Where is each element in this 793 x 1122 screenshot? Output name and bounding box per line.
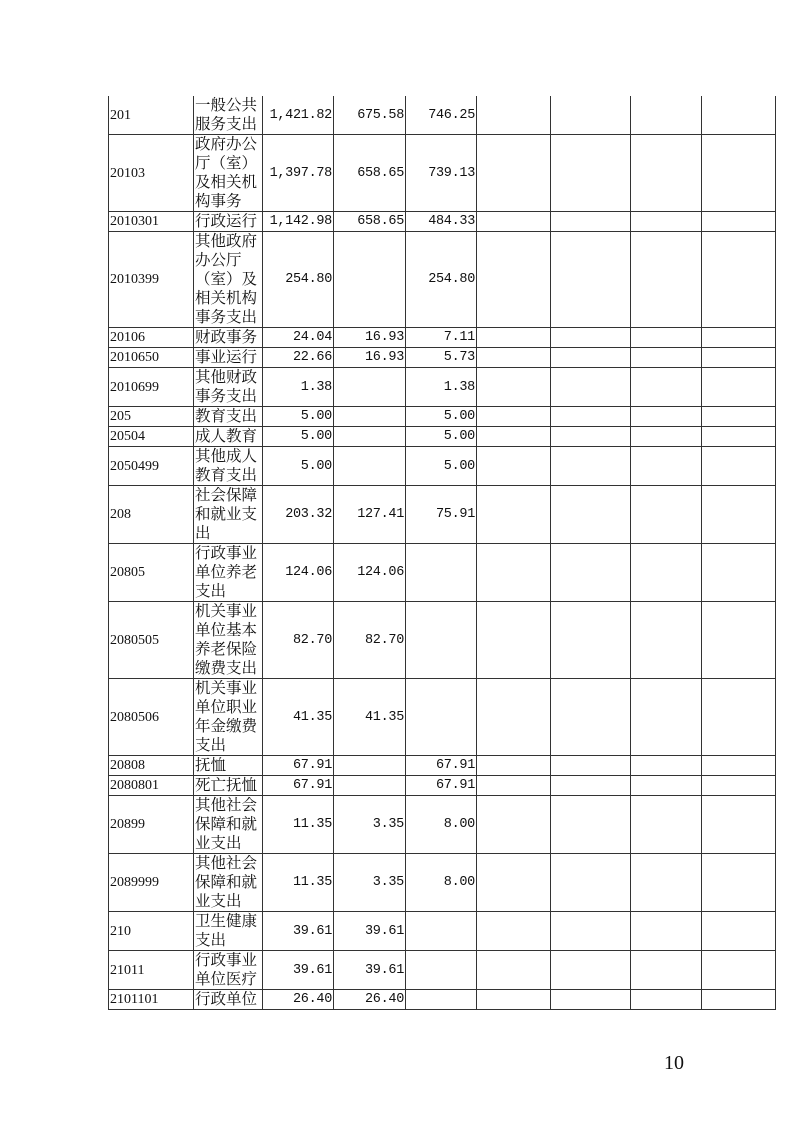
total-cell: 5.00 — [263, 447, 334, 486]
total-cell: 1,397.78 — [263, 135, 334, 212]
empty-cell — [702, 796, 776, 854]
subject-code-cell: 20106 — [109, 328, 194, 348]
subject-code-cell: 21011 — [109, 951, 194, 990]
basic-expenditure-cell: 127.41 — [334, 486, 406, 544]
basic-expenditure-cell: 41.35 — [334, 679, 406, 756]
empty-cell — [477, 368, 551, 407]
table-row — [109, 427, 776, 447]
empty-cell — [631, 776, 702, 796]
basic-expenditure-cell: 82.70 — [334, 602, 406, 679]
subject-name-cell: 机关事业单位职业年金缴费支出 — [194, 679, 263, 756]
empty-cell — [477, 776, 551, 796]
empty-cell — [702, 427, 776, 447]
empty-cell — [551, 135, 631, 212]
table-row — [109, 912, 776, 951]
empty-cell — [702, 679, 776, 756]
empty-cell — [477, 756, 551, 776]
basic-expenditure-cell: 124.06 — [334, 544, 406, 602]
empty-cell — [631, 756, 702, 776]
empty-cell — [631, 679, 702, 756]
project-expenditure-cell — [406, 951, 477, 990]
empty-cell — [702, 602, 776, 679]
subject-name-cell: 一般公共服务支出 — [194, 96, 263, 135]
empty-cell — [477, 447, 551, 486]
empty-cell — [551, 544, 631, 602]
empty-cell — [551, 407, 631, 427]
subject-name-cell: 行政事业单位医疗 — [194, 951, 263, 990]
empty-cell — [551, 796, 631, 854]
project-expenditure-cell: 254.80 — [406, 232, 477, 328]
empty-cell — [477, 796, 551, 854]
empty-cell — [702, 776, 776, 796]
subject-code-cell: 2050499 — [109, 447, 194, 486]
empty-cell — [631, 368, 702, 407]
subject-code-cell: 2010650 — [109, 348, 194, 368]
project-expenditure-cell — [406, 679, 477, 756]
empty-cell — [477, 486, 551, 544]
empty-cell — [551, 368, 631, 407]
empty-cell — [702, 96, 776, 135]
empty-cell — [631, 427, 702, 447]
project-expenditure-cell: 8.00 — [406, 796, 477, 854]
subject-name-cell: 行政事业单位养老支出 — [194, 544, 263, 602]
basic-expenditure-cell — [334, 427, 406, 447]
empty-cell — [551, 756, 631, 776]
subject-code-cell: 205 — [109, 407, 194, 427]
empty-cell — [631, 602, 702, 679]
table-row — [109, 135, 776, 212]
basic-expenditure-cell — [334, 368, 406, 407]
empty-cell — [551, 96, 631, 135]
subject-name-cell: 财政事务 — [194, 328, 263, 348]
empty-cell — [551, 328, 631, 348]
total-cell: 67.91 — [263, 756, 334, 776]
subject-name-cell: 事业运行 — [194, 348, 263, 368]
empty-cell — [631, 854, 702, 912]
empty-cell — [702, 368, 776, 407]
empty-cell — [631, 135, 702, 212]
empty-cell — [631, 96, 702, 135]
basic-expenditure-cell — [334, 776, 406, 796]
total-cell: 24.04 — [263, 328, 334, 348]
empty-cell — [551, 602, 631, 679]
empty-cell — [702, 951, 776, 990]
total-cell: 1,142.98 — [263, 212, 334, 232]
empty-cell — [477, 544, 551, 602]
total-cell: 39.61 — [263, 912, 334, 951]
page-number: 10 — [664, 1052, 684, 1074]
basic-expenditure-cell: 658.65 — [334, 212, 406, 232]
project-expenditure-cell: 5.73 — [406, 348, 477, 368]
table-row — [109, 544, 776, 602]
basic-expenditure-cell: 39.61 — [334, 912, 406, 951]
empty-cell — [631, 407, 702, 427]
subject-code-cell: 208 — [109, 486, 194, 544]
project-expenditure-cell: 8.00 — [406, 854, 477, 912]
project-expenditure-cell: 5.00 — [406, 427, 477, 447]
table-row — [109, 854, 776, 912]
total-cell: 82.70 — [263, 602, 334, 679]
subject-name-cell: 其他社会保障和就业支出 — [194, 796, 263, 854]
empty-cell — [477, 328, 551, 348]
basic-expenditure-cell: 39.61 — [334, 951, 406, 990]
subject-name-cell: 政府办公厅（室）及相关机构事务 — [194, 135, 263, 212]
empty-cell — [631, 951, 702, 990]
subject-name-cell: 成人教育 — [194, 427, 263, 447]
subject-name-cell: 其他财政事务支出 — [194, 368, 263, 407]
empty-cell — [702, 212, 776, 232]
empty-cell — [702, 447, 776, 486]
subject-code-cell: 201 — [109, 96, 194, 135]
subject-code-cell: 2080505 — [109, 602, 194, 679]
empty-cell — [702, 407, 776, 427]
empty-cell — [702, 990, 776, 1010]
empty-cell — [477, 990, 551, 1010]
total-cell: 1.38 — [263, 368, 334, 407]
total-cell: 1,421.82 — [263, 96, 334, 135]
subject-code-cell: 20103 — [109, 135, 194, 212]
table-row — [109, 407, 776, 427]
project-expenditure-cell: 7.11 — [406, 328, 477, 348]
subject-code-cell: 210 — [109, 912, 194, 951]
empty-cell — [631, 912, 702, 951]
project-expenditure-cell: 67.91 — [406, 756, 477, 776]
empty-cell — [477, 212, 551, 232]
empty-cell — [702, 854, 776, 912]
project-expenditure-cell: 739.13 — [406, 135, 477, 212]
project-expenditure-cell — [406, 990, 477, 1010]
subject-name-cell: 教育支出 — [194, 407, 263, 427]
table-row — [109, 796, 776, 854]
total-cell: 5.00 — [263, 427, 334, 447]
empty-cell — [477, 96, 551, 135]
empty-cell — [551, 348, 631, 368]
subject-name-cell: 行政运行 — [194, 212, 263, 232]
empty-cell — [477, 407, 551, 427]
subject-code-cell: 2101101 — [109, 990, 194, 1010]
empty-cell — [551, 427, 631, 447]
empty-cell — [551, 912, 631, 951]
empty-cell — [551, 951, 631, 990]
subject-code-cell: 20805 — [109, 544, 194, 602]
basic-expenditure-cell: 16.93 — [334, 348, 406, 368]
basic-expenditure-cell — [334, 447, 406, 486]
empty-cell — [551, 990, 631, 1010]
subject-name-cell: 社会保障和就业支出 — [194, 486, 263, 544]
table-row — [109, 212, 776, 232]
empty-cell — [631, 544, 702, 602]
subject-name-cell: 其他政府办公厅（室）及相关机构事务支出 — [194, 232, 263, 328]
total-cell: 39.61 — [263, 951, 334, 990]
basic-expenditure-cell: 675.58 — [334, 96, 406, 135]
subject-name-cell: 死亡抚恤 — [194, 776, 263, 796]
subject-code-cell: 2080506 — [109, 679, 194, 756]
subject-name-cell: 卫生健康支出 — [194, 912, 263, 951]
subject-code-cell: 2089999 — [109, 854, 194, 912]
project-expenditure-cell — [406, 912, 477, 951]
project-expenditure-cell: 1.38 — [406, 368, 477, 407]
total-cell: 41.35 — [263, 679, 334, 756]
total-cell: 26.40 — [263, 990, 334, 1010]
empty-cell — [702, 544, 776, 602]
empty-cell — [631, 990, 702, 1010]
empty-cell — [477, 232, 551, 328]
empty-cell — [551, 212, 631, 232]
subject-code-cell: 20808 — [109, 756, 194, 776]
empty-cell — [477, 951, 551, 990]
subject-code-cell: 2010301 — [109, 212, 194, 232]
project-expenditure-cell: 5.00 — [406, 447, 477, 486]
empty-cell — [631, 447, 702, 486]
empty-cell — [551, 447, 631, 486]
table-row — [109, 486, 776, 544]
empty-cell — [631, 232, 702, 328]
table-row — [109, 447, 776, 486]
basic-expenditure-cell: 3.35 — [334, 796, 406, 854]
total-cell: 124.06 — [263, 544, 334, 602]
basic-expenditure-cell: 3.35 — [334, 854, 406, 912]
project-expenditure-cell: 5.00 — [406, 407, 477, 427]
total-cell: 5.00 — [263, 407, 334, 427]
table-row — [109, 776, 776, 796]
empty-cell — [551, 776, 631, 796]
total-cell: 203.32 — [263, 486, 334, 544]
table-row — [109, 232, 776, 328]
empty-cell — [477, 854, 551, 912]
project-expenditure-cell — [406, 544, 477, 602]
empty-cell — [477, 135, 551, 212]
empty-cell — [477, 427, 551, 447]
project-expenditure-cell — [406, 602, 477, 679]
empty-cell — [477, 912, 551, 951]
table-row — [109, 348, 776, 368]
subject-name-cell: 其他社会保障和就业支出 — [194, 854, 263, 912]
expenditure-table-body — [109, 96, 776, 1010]
empty-cell — [702, 756, 776, 776]
expenditure-table — [108, 96, 776, 1010]
empty-cell — [551, 854, 631, 912]
table-row — [109, 328, 776, 348]
empty-cell — [702, 328, 776, 348]
empty-cell — [477, 348, 551, 368]
total-cell: 11.35 — [263, 854, 334, 912]
table-row — [109, 951, 776, 990]
subject-code-cell: 20504 — [109, 427, 194, 447]
total-cell: 67.91 — [263, 776, 334, 796]
table-row — [109, 679, 776, 756]
table-row — [109, 96, 776, 135]
subject-name-cell: 其他成人教育支出 — [194, 447, 263, 486]
empty-cell — [702, 135, 776, 212]
subject-name-cell: 机关事业单位基本养老保险缴费支出 — [194, 602, 263, 679]
empty-cell — [702, 348, 776, 368]
table-row — [109, 368, 776, 407]
subject-code-cell: 20899 — [109, 796, 194, 854]
total-cell: 11.35 — [263, 796, 334, 854]
empty-cell — [631, 328, 702, 348]
basic-expenditure-cell — [334, 407, 406, 427]
project-expenditure-cell: 75.91 — [406, 486, 477, 544]
empty-cell — [702, 486, 776, 544]
total-cell: 22.66 — [263, 348, 334, 368]
subject-name-cell: 行政单位 — [194, 990, 263, 1010]
basic-expenditure-cell: 658.65 — [334, 135, 406, 212]
empty-cell — [631, 796, 702, 854]
basic-expenditure-cell — [334, 756, 406, 776]
empty-cell — [702, 232, 776, 328]
project-expenditure-cell: 746.25 — [406, 96, 477, 135]
project-expenditure-cell: 67.91 — [406, 776, 477, 796]
empty-cell — [477, 679, 551, 756]
table-row — [109, 756, 776, 776]
total-cell: 254.80 — [263, 232, 334, 328]
subject-name-cell: 抚恤 — [194, 756, 263, 776]
empty-cell — [702, 912, 776, 951]
empty-cell — [631, 348, 702, 368]
subject-code-cell: 2010399 — [109, 232, 194, 328]
empty-cell — [477, 602, 551, 679]
subject-code-cell: 2080801 — [109, 776, 194, 796]
basic-expenditure-cell: 26.40 — [334, 990, 406, 1010]
empty-cell — [631, 486, 702, 544]
basic-expenditure-cell: 16.93 — [334, 328, 406, 348]
table-row — [109, 990, 776, 1010]
empty-cell — [551, 679, 631, 756]
empty-cell — [631, 212, 702, 232]
table-row — [109, 602, 776, 679]
basic-expenditure-cell — [334, 232, 406, 328]
subject-code-cell: 2010699 — [109, 368, 194, 407]
empty-cell — [551, 486, 631, 544]
project-expenditure-cell: 484.33 — [406, 212, 477, 232]
empty-cell — [551, 232, 631, 328]
